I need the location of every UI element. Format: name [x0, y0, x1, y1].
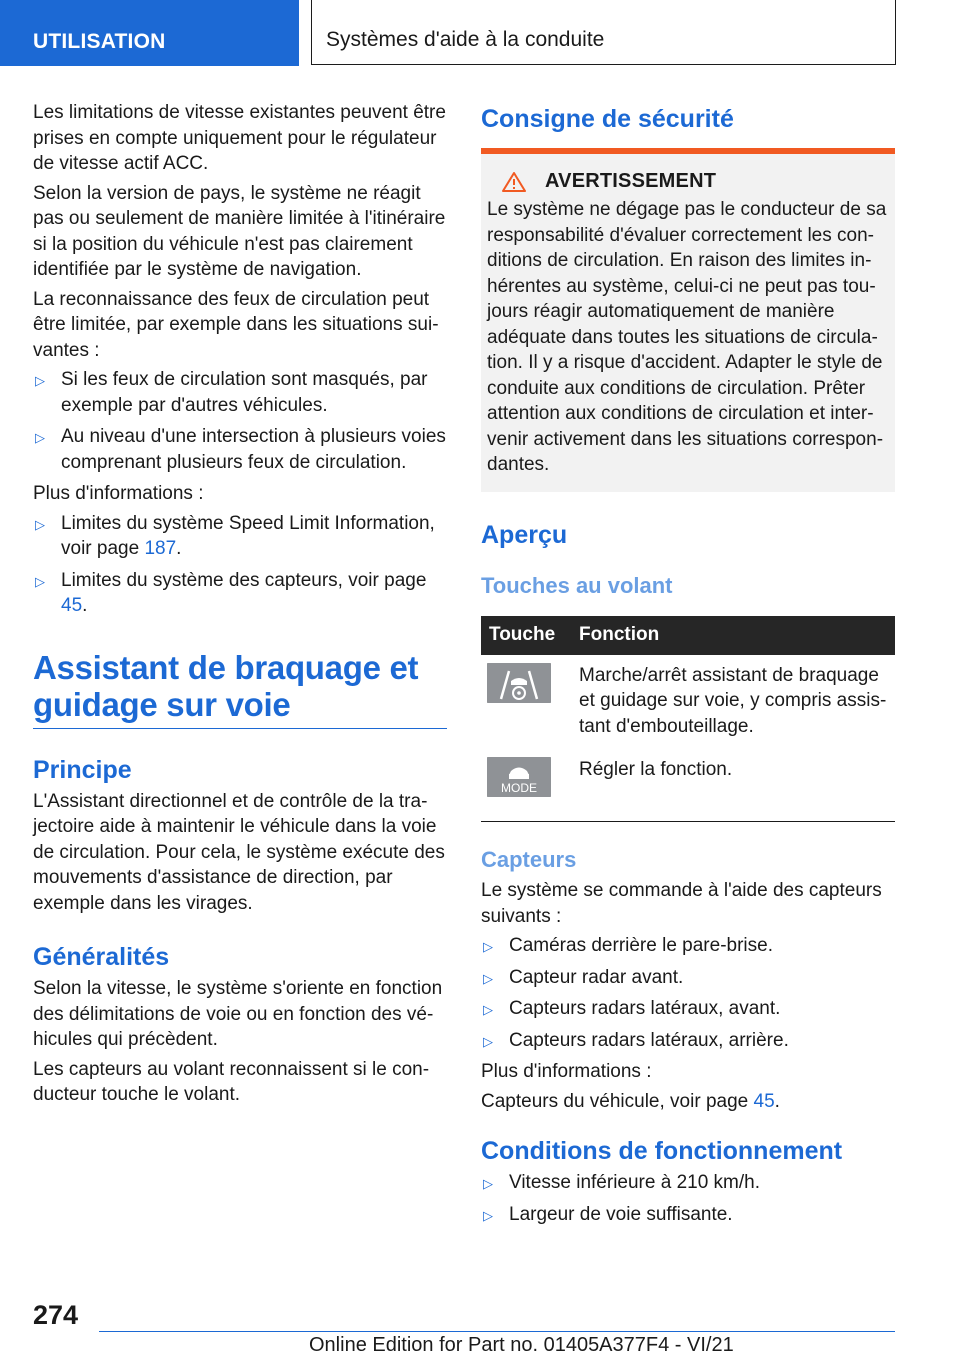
- page-header: [0, 0, 960, 66]
- traffic-light-limits-list: [33, 367, 447, 475]
- sub-subsection-heading: Capteurs: [481, 847, 577, 872]
- bullet-triangle-icon: ▷: [35, 373, 45, 388]
- list-item: ▷ Largeur de voie suffisante.: [481, 1202, 895, 1228]
- footer-divider: [99, 1331, 895, 1332]
- table-row: [481, 655, 895, 750]
- bullet-triangle-icon: ▷: [35, 573, 45, 589]
- page-link[interactable]: 45: [753, 1090, 775, 1112]
- chapter-tab: [311, 0, 896, 65]
- page-number: 274: [33, 1300, 79, 1330]
- list-item: ▷ Au niveau d'une intersection à plusieurs voies comprenant plusieurs feux de circulation.: [35, 426, 446, 473]
- bullet-triangle-icon: ▷: [483, 1207, 493, 1223]
- paragraph: L'Assistant directionnel et de contrôle de la tra‐jectoire aide à maintenir le véhicule dans la voie de circulation. Pour cela, le système exécute des mouvements d'assistance de direction, par exemple dans les virages.: [33, 790, 445, 914]
- chapter-title: Systèmes d'aide à la conduite: [326, 28, 605, 51]
- reference-list: [33, 511, 447, 619]
- paragraph: La reconnaissance des feux de circulation peut être limitée, par exemple dans les situations sui‐vantes :: [33, 288, 439, 361]
- subsection-heading: Aperçu: [481, 520, 568, 549]
- conditions-list: [481, 1170, 895, 1227]
- column-header: Fonction: [575, 616, 895, 655]
- bullet-triangle-icon: ▷: [483, 970, 493, 986]
- list-item: ▷ Vitesse inférieure à 210 km/h.: [481, 1170, 895, 1196]
- warning-header: [487, 170, 887, 193]
- bullet-triangle-icon: ▷: [483, 1002, 493, 1017]
- list-item: ▷ Limites du système des capteurs, voir page 45.: [35, 569, 427, 616]
- subsection-heading: Principe: [33, 755, 132, 784]
- warning-label: AVERTISSEMENT: [545, 170, 717, 192]
- section-heading: Assistant de braquage et guidage sur voie: [33, 649, 447, 729]
- warning-triangle-icon: [501, 171, 527, 193]
- list-item: ▷ Caméras derrière le pare-brise.: [481, 933, 895, 959]
- bullet-triangle-icon: ▷: [35, 430, 45, 445]
- safety-heading: Consigne de sécurité: [481, 105, 734, 133]
- list-item: ▷ Si les feux de circulation sont masqués, par exemple par d'autres véhicules.: [35, 369, 428, 416]
- subsection-heading: Généralités: [33, 943, 170, 971]
- sub-subsection-heading: Touches au volant: [481, 572, 673, 598]
- table-cell: Régler la fonction.: [575, 749, 895, 822]
- table-header-row: [481, 616, 895, 655]
- reference-line: Capteurs du véhicule, voir page 45.: [481, 1090, 780, 1112]
- table-cell: [481, 749, 575, 822]
- bullet-triangle-icon: ▷: [483, 939, 493, 954]
- paragraph: Les limitations de vitesse existantes peuvent être prises en compte uniquement pour le régulateur de vitesse actif ACC.: [33, 102, 446, 174]
- paragraph: Selon la version de pays, le système ne réagit pas ou seulement de manière limitée à l'itinéraire si la position du véhicule n'est pas clairement identifiée par le système de navigation.: [33, 182, 446, 280]
- bullet-triangle-icon: ▷: [483, 1176, 493, 1191]
- table-cell: [481, 655, 575, 750]
- warning-box: [481, 148, 895, 492]
- paragraph: Selon la vitesse, le système s'oriente en fonction des délimitations de voie ou en fonction des vé‐hicules qui précèdent.: [33, 978, 443, 1050]
- left-column: [33, 100, 447, 1112]
- more-info-label: Plus d'informations :: [481, 1061, 652, 1082]
- subsection-heading: Conditions de fonctionnement: [481, 1137, 843, 1165]
- mode-icon-label: MODE: [501, 781, 537, 795]
- edition-note: Online Edition for Part no. 01405A377F4 - VI/21: [309, 1334, 734, 1356]
- more-info-label: Plus d'informations :: [33, 483, 204, 504]
- list-item: ▷ Capteurs radars latéraux, avant.: [481, 996, 895, 1022]
- bullet-triangle-icon: ▷: [35, 516, 45, 532]
- column-header: Touche: [481, 616, 575, 655]
- mode-button-icon: [487, 757, 551, 797]
- page-link[interactable]: 45: [61, 595, 83, 616]
- list-item: ▷ Limites du système Speed Limit Information, voir page 187.: [35, 512, 435, 559]
- steering-buttons-table: [481, 616, 895, 823]
- paragraph: Les capteurs au volant reconnaissent si le con‐ducteur touche le volant.: [33, 1058, 430, 1105]
- lane-assist-button-icon: [487, 663, 551, 703]
- warning-text: Le système ne dégage pas le conducteur de sa responsabilité d'évaluer correctement les con‐ditions de circulation. En raison des limites in‐hérentes au système, celui-ci ne peut pas tou‐jours réagir automatiquement de manière adéquate dans toutes les situations de circula‐tion. Il y a risque d'accident. Adapter le style de conduite aux conditions de circulation. Prêter attention aux conditions de circulation et inter‐venir activement dans les situations correspon‐dantes.: [487, 199, 887, 475]
- section-title: UTILISATION: [33, 30, 166, 53]
- table-cell: Marche/arrêt assistant de braquage et guidage sur voie, y compris assis‐tant d'embouteillage.: [579, 664, 887, 737]
- section-tab: [0, 0, 299, 66]
- list-item: ▷ Capteurs radars latéraux, arrière.: [481, 1028, 895, 1054]
- right-column: [481, 100, 895, 1233]
- bullet-triangle-icon: ▷: [483, 1033, 493, 1049]
- list-item: ▷ Capteur radar avant.: [481, 965, 895, 991]
- page-link[interactable]: 187: [144, 538, 177, 559]
- paragraph: Le système se commande à l'aide des capteurs suivants :: [481, 880, 882, 927]
- table-row: [481, 749, 895, 822]
- sensors-list: [481, 933, 895, 1053]
